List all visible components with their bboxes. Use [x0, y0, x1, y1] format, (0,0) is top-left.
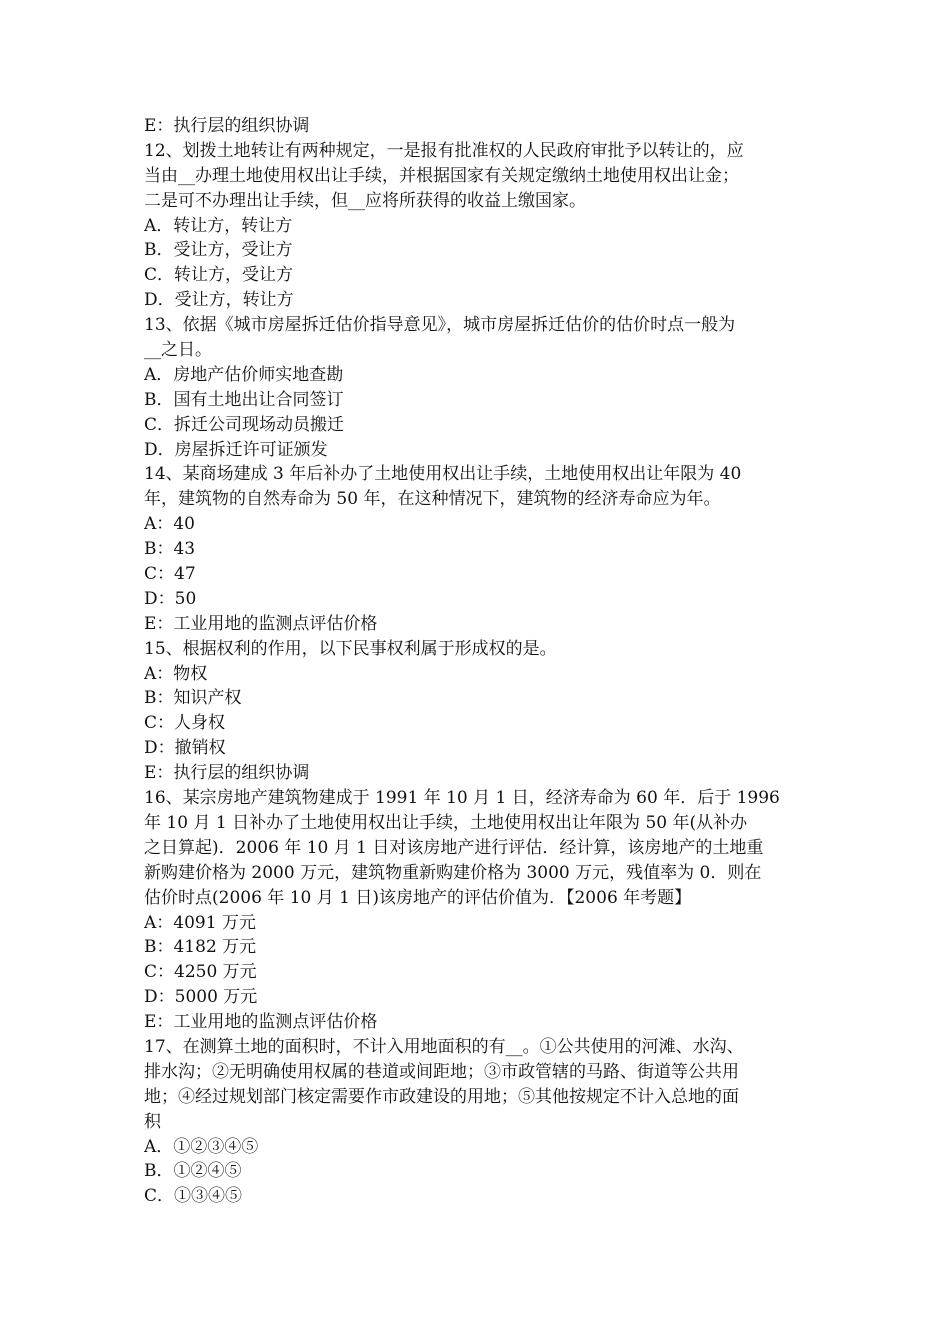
text-line: 积 [144, 1111, 161, 1132]
text-line: D：撤销权 [144, 738, 226, 759]
text-line: B：知识产权 [144, 688, 242, 709]
document-body [144, 114, 810, 1209]
text-line: C．①③④⑤ [144, 1186, 243, 1207]
text-line: 新购建价格为 2000 万元，建筑物重新购建价格为 3000 万元，残值率为 0．则在 [144, 862, 762, 883]
text-line: E：执行层的组织协调 [144, 763, 310, 784]
text-line: 二是可不办理出让手续，但__应将所获得的收益上缴国家。 [144, 190, 586, 211]
text-line: D．受让方，转让方 [144, 290, 294, 311]
text-line: B：43 [144, 539, 196, 560]
text-line: B．①②④⑤ [144, 1161, 242, 1182]
text-line: A：40 [144, 514, 195, 535]
text-line: E：工业用地的监测点评估价格 [144, 613, 378, 634]
text-line: D．房屋拆迁许可证颁发 [144, 439, 328, 460]
text-line: 15、根据权利的作用，以下民事权利属于形成权的是。 [144, 638, 557, 659]
text-line: D：50 [144, 588, 197, 609]
text-line: C：人身权 [144, 713, 226, 734]
text-line: 17、在测算土地的面积时，不计入用地面积的有__。①公共使用的河滩、水沟、 [144, 1036, 744, 1057]
text-line: E：工业用地的监测点评估价格 [144, 1012, 378, 1033]
text-line: 地；④经过规划部门核定需要作市政建设的用地；⑤其他按规定不计入总地的面 [144, 1086, 739, 1107]
text-line: B：4182 万元 [144, 937, 257, 958]
text-line: 16、某宗房地产建筑物建成于 1991 年 10 月 1 日，经济寿命为 60 年．后于 1996 [144, 788, 780, 809]
text-line: 13、依据《城市房屋拆迁估价指导意见》，城市房屋拆迁估价的估价时点一般为 [144, 315, 736, 336]
text-line: C．拆迁公司现场动员搬迁 [144, 414, 345, 435]
text-line: E：执行层的组织协调 [144, 116, 310, 136]
text-line: __之日。 [144, 340, 212, 361]
text-line: A．转让方，转让方 [144, 215, 293, 236]
text-line: A：4091 万元 [144, 912, 256, 933]
text-line: 当由__办理土地使用权出让手续，并根据国家有关规定缴纳土地使用权出让金； [144, 165, 739, 186]
text-line: 年 10 月 1 日补办了土地使用权出让手续，土地使用权出让年限为 50 年(从补办 [144, 812, 748, 833]
text-line: A．房地产估价师实地查勘 [144, 364, 344, 385]
text-line: B．受让方，受让方 [144, 240, 293, 261]
text-line: 之日算起)．2006 年 10 月 1 日对该房地产进行评估．经计算，该房地产的土地重 [144, 837, 764, 858]
text-line: 年，建筑物的自然寿命为 50 年，在这种情况下，建筑物的经济寿命应为年。 [144, 489, 721, 510]
text-line: 排水沟；②无明确使用权属的巷道或间距地；③市政管辖的马路、街道等公共用 [144, 1061, 739, 1082]
text-line: C．转让方，受让方 [144, 265, 294, 286]
text-line: A．①②③④⑤ [144, 1136, 259, 1157]
text-line: 12、划拨土地转让有两种规定，一是报有批准权的人民政府审批予以转让的，应 [144, 140, 744, 161]
text-line: B．国有土地出让合同签订 [144, 389, 344, 410]
text-line: D：5000 万元 [144, 987, 258, 1008]
text-line: A：物权 [144, 663, 208, 684]
text-line: 估价时点(2006 年 10 月 1 日)该房地产的评估价值为．【2006 年考题】 [144, 887, 692, 908]
text-line: C：47 [144, 564, 196, 585]
text-line: C：4250 万元 [144, 962, 257, 983]
text-line: 14、某商场建成 3 年后补办了土地使用权出让手续，土地使用权出让年限为 40 [144, 464, 742, 485]
